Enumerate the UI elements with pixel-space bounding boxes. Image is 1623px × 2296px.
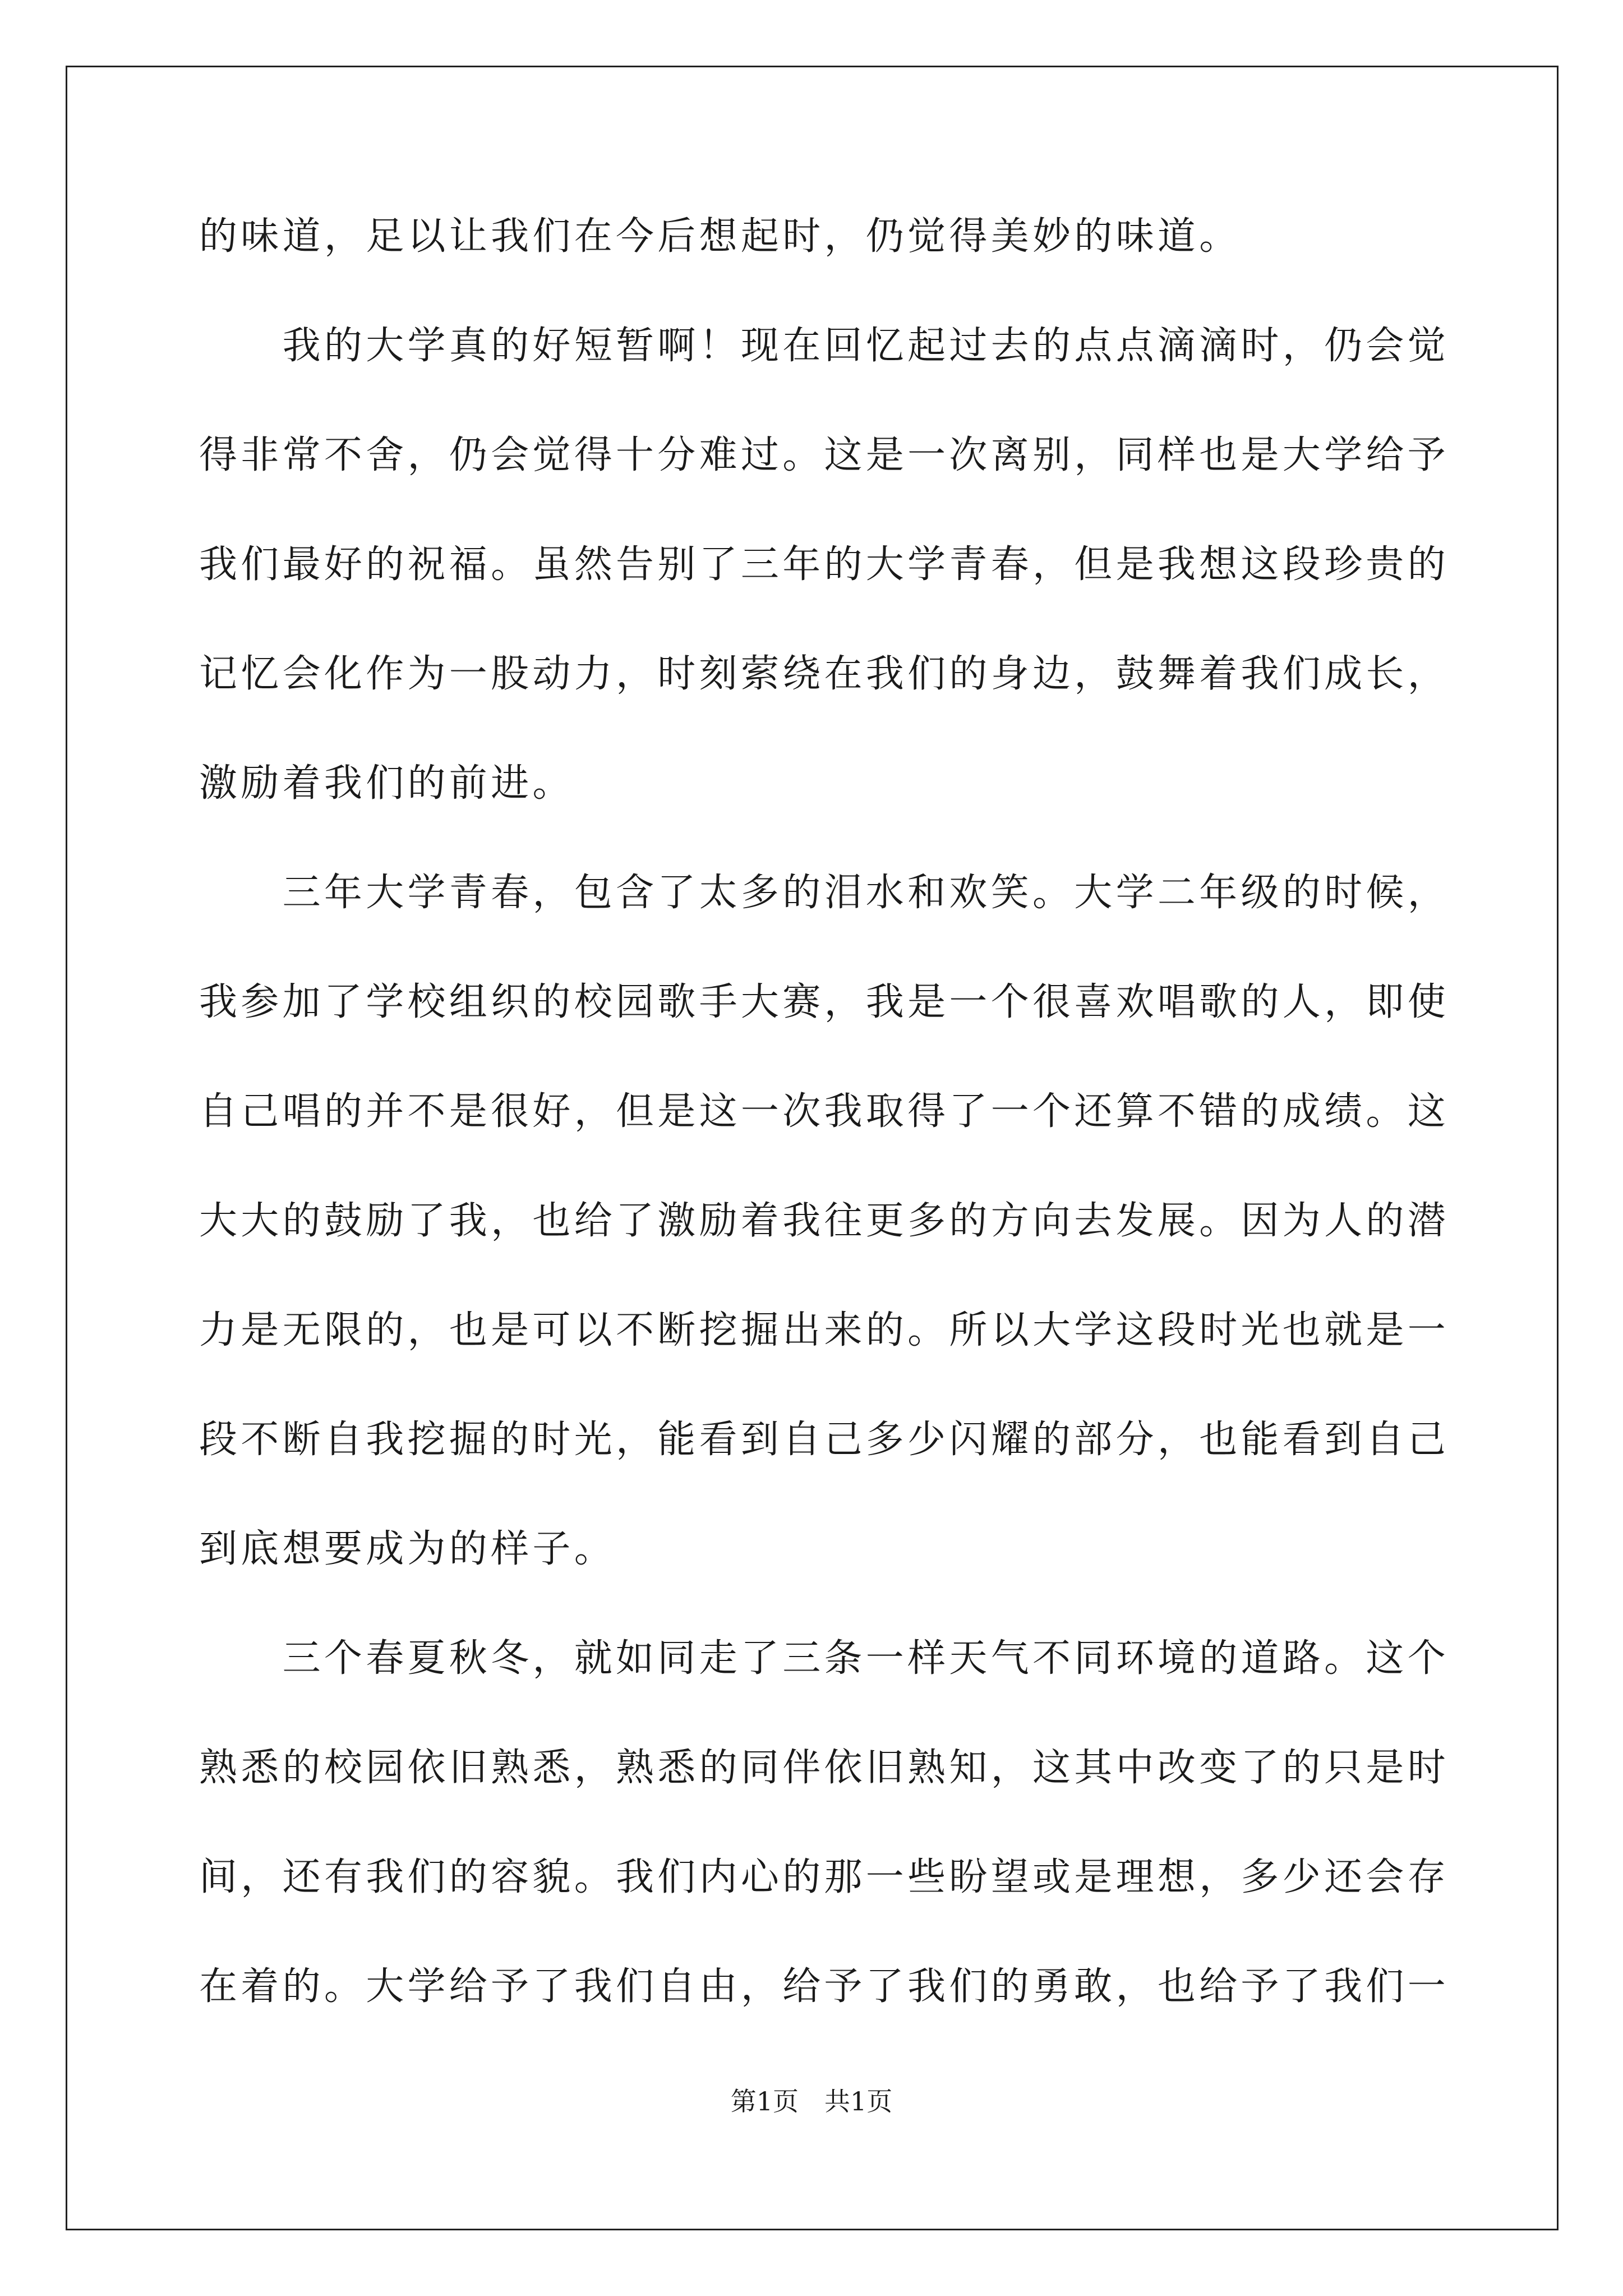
text-line: 段不断自我挖掘的时光，能看到自己多少闪耀的部分，也能看到自己: [199, 1418, 1450, 1462]
text-line: 间，还有我们的容貌。我们内心的那一些盼望或是理想，多少还会存: [199, 1855, 1450, 1899]
text-line: 大大的鼓励了我，也给了激励着我往更多的方向去发展。因为人的潜: [199, 1199, 1450, 1243]
text-line: 力是无限的，也是可以不断挖掘出来的。所以大学这段时光也就是一: [199, 1308, 1450, 1352]
text-line: 熟悉的校园依旧熟悉，熟悉的同伴依旧熟知，这其中改变了的只是时: [199, 1746, 1450, 1790]
text-line: 的味道，足以让我们在今后想起时，仍觉得美妙的味道。: [199, 214, 1241, 259]
text-line: 在着的。大学给予了我们自由，给予了我们的勇敢，也给予了我们一: [199, 1964, 1450, 2009]
text-line: 三年大学青春，包含了太多的泪水和欢笑。大学二年级的时候，: [199, 871, 1450, 915]
text-line: 三个春夏秋冬，就如同走了三条一样天气不同环境的道路。这个: [199, 1636, 1450, 1681]
text-line: 我们最好的祝福。虽然告别了三年的大学青春，但是我想这段珍贵的: [199, 542, 1450, 587]
text-line: 自己唱的并不是很好，但是这一次我取得了一个还算不错的成绩。这: [199, 1089, 1450, 1134]
text-line: 激励着我们的前进。: [199, 761, 574, 806]
text-line: 我的大学真的好短暂啊！现在回忆起过去的点点滴滴时，仍会觉: [199, 324, 1450, 368]
text-line: 得非常不舍，仍会觉得十分难过。这是一次离别，同样也是大学给予: [199, 433, 1450, 477]
text-line: 记忆会化作为一股动力，时刻萦绕在我们的身边，鼓舞着我们成长，: [199, 652, 1450, 696]
text-line: 我参加了学校组织的校园歌手大赛，我是一个很喜欢唱歌的人，即使: [199, 980, 1450, 1024]
page-number-footer: 第1页 共1页: [730, 2086, 893, 2116]
text-line: 到底想要成为的样子。: [199, 1527, 616, 1571]
document-body: [199, 214, 1450, 2077]
